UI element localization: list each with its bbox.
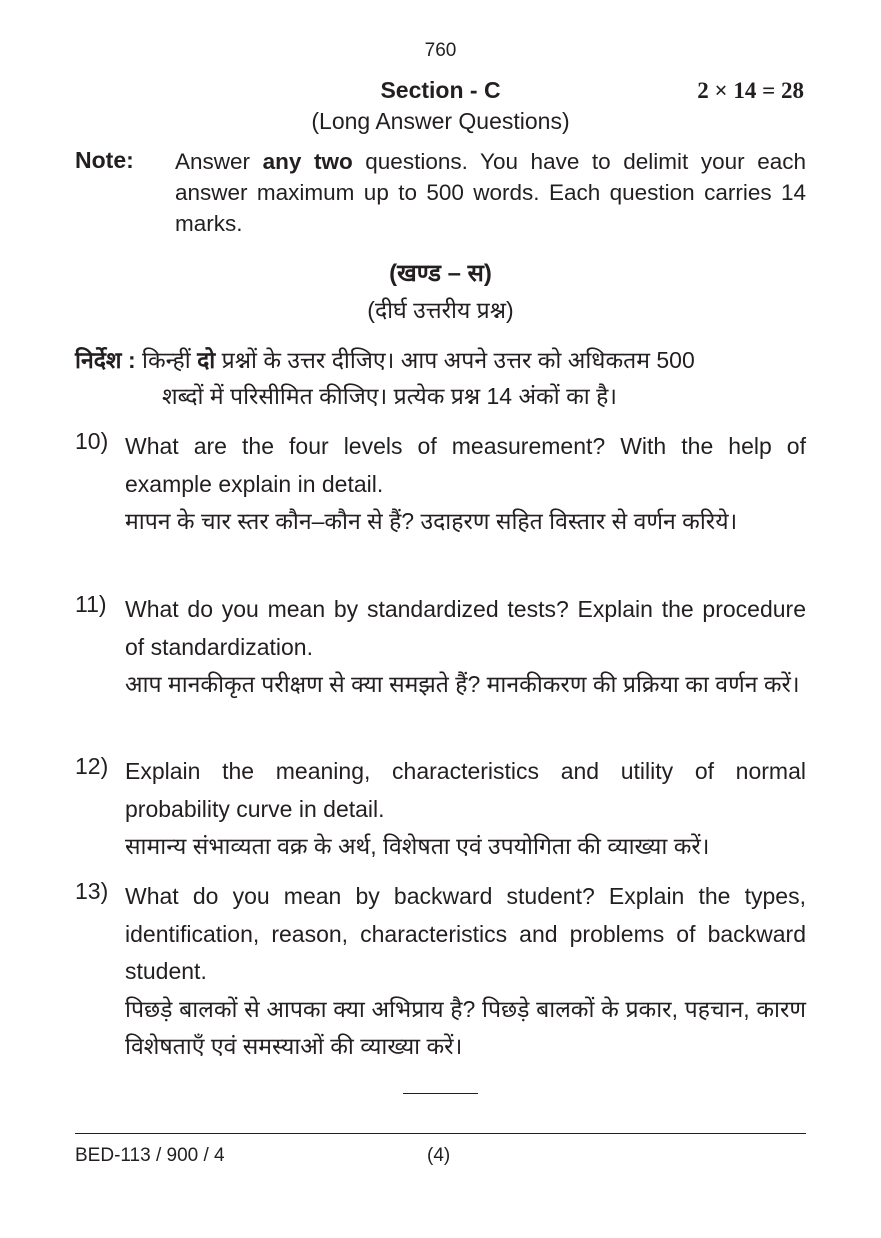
hindi-note-line-2: शब्दों में परिसीमित कीजिए। प्रत्येक प्रश्न 14 अंकों का है। <box>162 383 618 409</box>
question-hindi: पिछड़े बालकों से आपका क्या अभिप्राय है? पिछड़े बालकों के प्रकार, पहचान, कारण विशेषताएँ एवं समस्याओं की व्याख्या करें। <box>125 995 806 1059</box>
page-number: 760 <box>424 40 457 61</box>
question-number: 12) <box>75 753 109 779</box>
question-english: Explain the meaning, characteristics and utility of normal probability curve in detail. <box>125 758 806 822</box>
hindi-note-bold: दो <box>197 347 216 373</box>
note-bold: any two <box>262 149 353 174</box>
question-10 <box>75 428 806 540</box>
section-title: Section - C <box>380 77 501 103</box>
section-marks: 2 × 14 = 28 <box>697 78 804 103</box>
section-subtitle: (Long Answer Questions) <box>311 108 570 134</box>
question-english: What do you mean by standardized tests? Explain the procedure of standardization. <box>125 596 806 660</box>
footer-paper-code: BED-113 / 900 / 4 <box>75 1145 225 1166</box>
question-number: 11) <box>75 591 107 617</box>
footer-page-number: (4) <box>427 1145 451 1166</box>
hindi-section-subtitle: (दीर्घ उत्तरीय प्रश्न) <box>367 297 514 323</box>
question-english: What do you mean by backward student? Explain the types, identification, reason, characteristics and problems of backward student. <box>125 883 806 984</box>
question-hindi: आप मानकीकृत परीक्षण से क्या समझते हैं? मानकीकरण की प्रक्रिया का वर्णन करें। <box>125 671 800 697</box>
note-label: Note: <box>75 147 134 173</box>
hindi-note-rest: प्रश्नों के उत्तर दीजिए। आप अपने उत्तर को अधिकतम 500 <box>215 347 695 373</box>
hindi-note-label: निर्देश <box>75 347 122 373</box>
end-divider <box>403 1093 478 1094</box>
footer-divider <box>75 1133 806 1134</box>
question-12 <box>75 753 806 865</box>
question-hindi: मापन के चार स्तर कौन–कौन से हैं? उदाहरण सहित विस्तार से वर्णन करिये। <box>125 508 738 534</box>
hindi-section-title: (खण्ड – स) <box>389 260 492 287</box>
question-13 <box>75 878 806 1065</box>
note-suffix: questions. You have to delimit your each answer maximum up to 500 words. Each question carries 14 marks. <box>175 149 806 236</box>
hindi-note-line-1 <box>75 342 806 378</box>
question-hindi: सामान्य संभाव्यता वक्र के अर्थ, विशेषता एवं उपयोगिता की व्याख्या करें। <box>125 833 710 859</box>
hindi-note-colon: : <box>127 347 136 373</box>
note-prefix: Answer <box>175 149 263 174</box>
note-text <box>175 146 806 239</box>
question-11 <box>75 591 806 703</box>
question-number: 10) <box>75 428 109 454</box>
question-number: 13) <box>75 878 109 904</box>
hindi-note-prefix: किन्हीं <box>135 347 198 373</box>
hindi-note <box>75 342 806 414</box>
question-english: What are the four levels of measurement? With the help of example explain in detail. <box>125 433 806 497</box>
